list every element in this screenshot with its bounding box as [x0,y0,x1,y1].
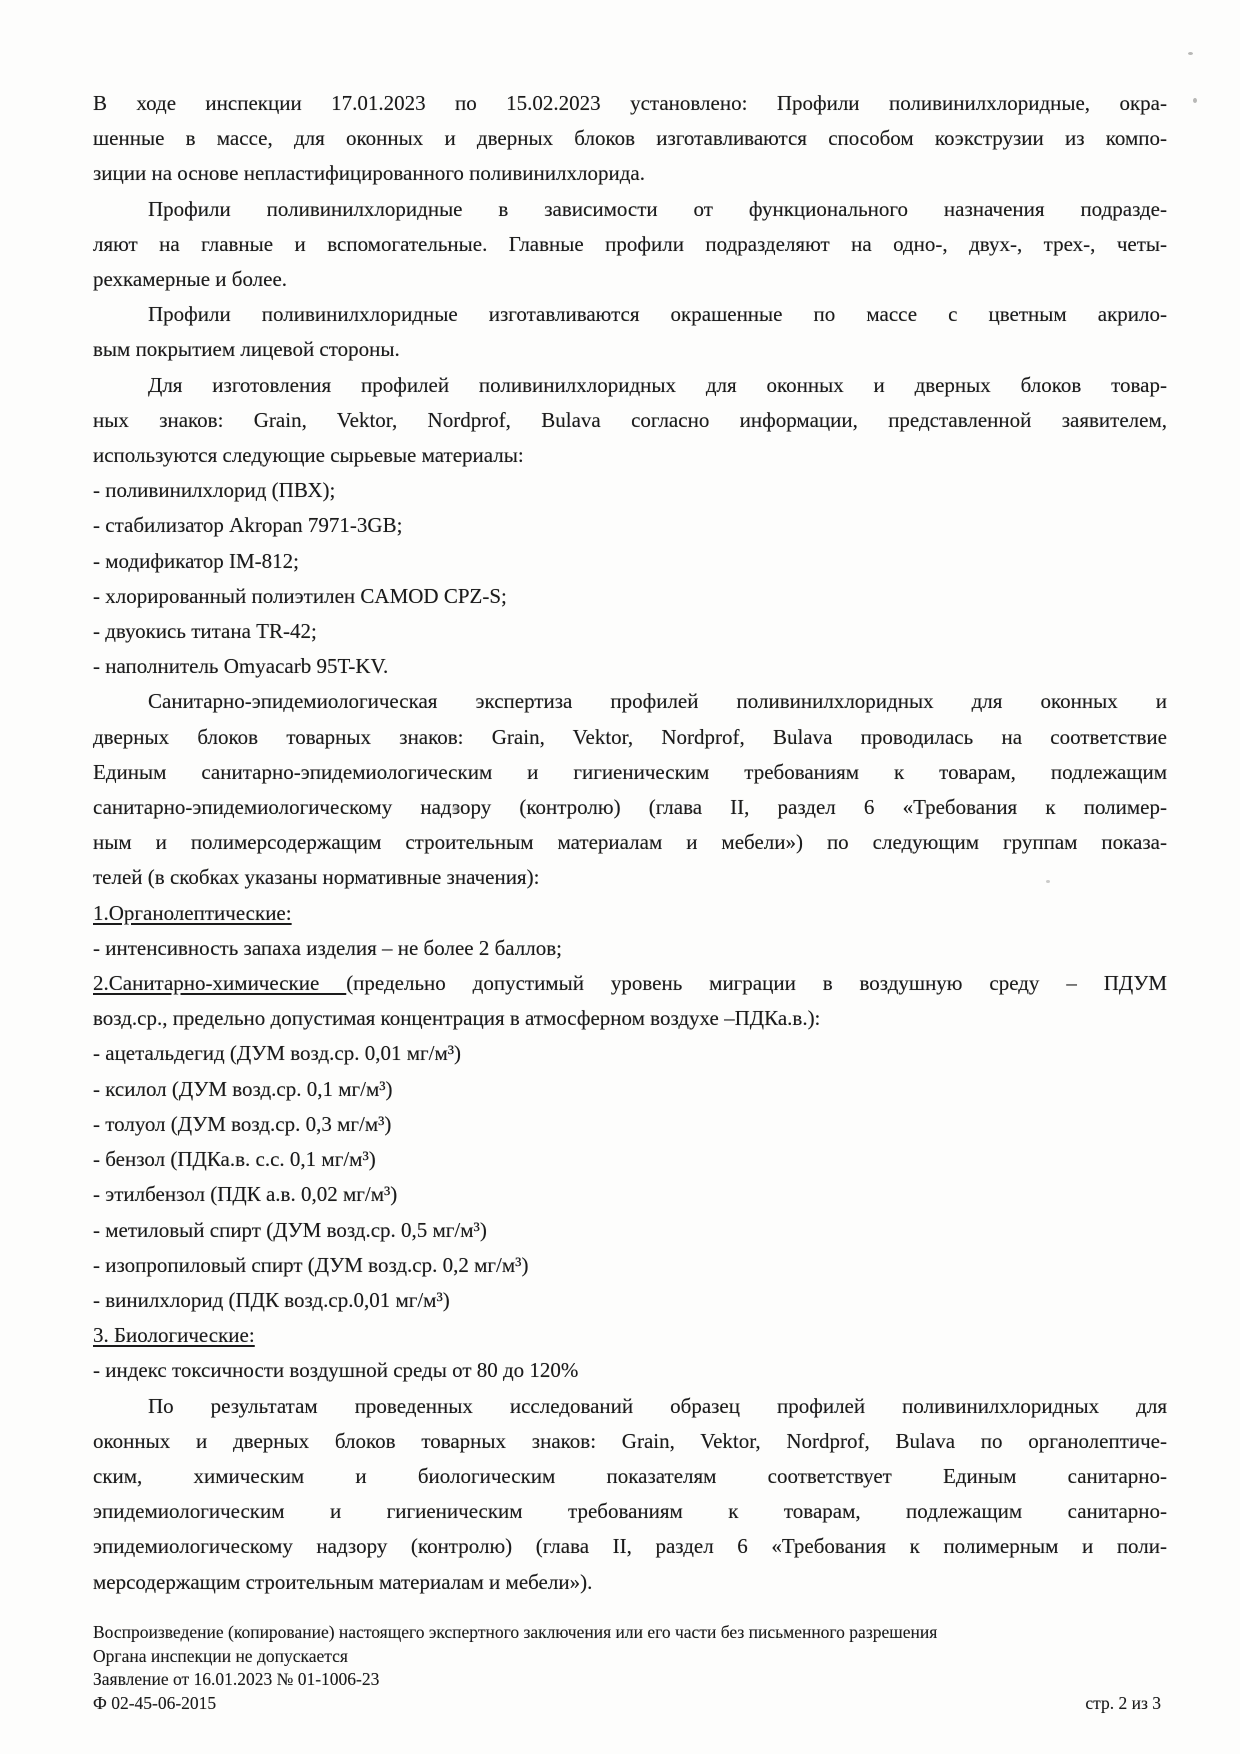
text-line: возд.ср., предельно допустимая концентрация в атмосферном воздухе –ПДКа.в.): [93,1006,821,1031]
section-heading-continuation: (предельно допустимый уровень миграции в воздушную среду – ПДУМ [346,971,1167,996]
form-code: Ф 02-45-06-2015 [93,1692,217,1713]
list-item-chemical: - толуол (ДУМ возд.ср. 0,3 мг/м³) [93,1111,392,1136]
list-item-raw-material: - поливинилхлорид (ПВХ); [93,478,336,503]
list-item-chemical: - ацетальдегид (ДУМ возд.ср. 0,01 мг/м³) [93,1041,462,1066]
text-line: эпидемиологическим и гигиеническим требованиям к товарам, подлежащим санитарно- [93,1499,1167,1524]
list-item-chemical: - метиловый спирт (ДУМ возд.ср. 0,5 мг/м³) [93,1217,487,1242]
text-line: эпидемиологическому надзору (контролю) (глава II, раздел 6 «Требования к полимерным и поли- [93,1534,1167,1559]
text-line: Для изготовления профилей поливинилхлоридных для оконных и дверных блоков товар- [148,372,1167,397]
scan-artifact [1188,52,1193,55]
list-item-chemical: - изопропиловый спирт (ДУМ возд.ср. 0,2 мг/м³) [93,1252,529,1277]
list-item-raw-material: - наполнитель Omyacarb 95T-KV. [93,654,389,679]
footer-bottom-row [93,1692,1161,1716]
page-indicator: стр. 2 из 3 [1085,1692,1161,1713]
text-line: ных знаков: Grain, Vektor, Nordprof, Bulava согласно информации, представленной заявителем, [93,407,1167,432]
list-item-indicator: - интенсивность запаха изделия – не более 2 баллов; [93,935,562,960]
page-footer [93,1621,1161,1715]
text-line: По результатам проведенных исследований образец профилей поливинилхлоридных для [148,1393,1167,1418]
text-line: рехкамерные и более. [93,267,288,292]
document-body [93,86,1167,1600]
copy-restriction-notice-line1: Воспроизведение (копирование) настоящего экспертного заключения или его части без письменного разрешения [93,1622,938,1642]
list-item-raw-material: - двуокись титана TR-42; [93,619,317,644]
text-line: зиции на основе непластифицированного поливинилхлорида. [93,161,645,186]
section-heading-sanitary-chemical [93,966,1167,1001]
list-item-chemical: - ксилол (ДУМ возд.ср. 0,1 мг/м³) [93,1076,393,1101]
text-line: санитарно-эпидемиологическому надзору (контролю) (глава II, раздел 6 «Требования к полимер- [93,795,1167,820]
text-line: шенные в массе, для оконных и дверных блоков изготавливаются способом коэкструзии из компо- [93,126,1167,151]
text-line: Профили поливинилхлоридные изготавливаются окрашенные по массе с цветным акрило- [148,302,1167,327]
text-line: В ходе инспекции 17.01.2023 по 15.02.2023 установлено: Профили поливинилхлоридные, окра- [93,91,1167,115]
scan-artifact [1193,98,1197,103]
section-heading-text: 3. Биологические: [93,1323,255,1348]
list-item-raw-material: - хлорированный полиэтилен CAMOD CPZ-S; [93,583,507,608]
text-line: дверных блоков товарных знаков: Grain, Vektor, Nordprof, Bulava проводилась на соответствие [93,724,1167,749]
list-item-raw-material: - модификатор IM-812; [93,548,300,573]
list-item-chemical: - бензол (ПДКа.в. с.с. 0,1 мг/м³) [93,1147,376,1172]
list-item-raw-material: - стабилизатор Akropan 7971-3GB; [93,513,403,538]
text-line: оконных и дверных блоков товарных знаков: Grain, Vektor, Nordprof, Bulava по органолептиче- [93,1428,1167,1453]
section-heading-organoleptic [93,896,1167,931]
text-line: Единым санитарно-эпидемиологическим и гигиеническим требованиям к товарам, подлежащим [93,759,1167,784]
text-line: ским, химическим и биологическим показателям соответствует Единым санитарно- [93,1463,1167,1488]
scan-artifact [1046,880,1050,883]
text-line: мерсодержащим строительным материалам и мебели»). [93,1569,593,1594]
text-line: вым покрытием лицевой стороны. [93,337,400,362]
text-line: ным и полимерсодержащим строительным материалам и мебели») по следующим группам показа- [93,830,1167,855]
section-heading-biological [93,1318,1167,1353]
section-heading-text: 2.Санитарно-химические [93,971,347,996]
copy-restriction-notice-line2: Органа инспекции не допускается [93,1645,348,1666]
text-line: Профили поливинилхлоридные в зависимости от функционального назначения подразде- [148,196,1167,221]
list-item-indicator: - индекс токсичности воздушной среды от 80 до 120% [93,1358,579,1383]
list-item-chemical: - этилбензол (ПДК а.в. 0,02 мг/м³) [93,1182,398,1207]
text-line: используются следующие сырьевые материалы: [93,443,524,468]
text-line: Санитарно-эпидемиологическая экспертиза профилей поливинилхлоридных для оконных и [148,689,1167,714]
section-heading-text: 1.Органолептические: [93,900,292,925]
text-line: ляют на главные и вспомогательные. Главные профили подразделяют на одно-, двух-, трех-, четы- [93,231,1167,256]
text-line: телей (в скобках указаны нормативные значения): [93,865,540,890]
scan-artifact [452,806,460,812]
application-reference: Заявление от 16.01.2023 № 01-1006-23 [93,1669,380,1690]
list-item-chemical: - винилхлорид (ПДК возд.ср.0,01 мг/м³) [93,1287,450,1312]
